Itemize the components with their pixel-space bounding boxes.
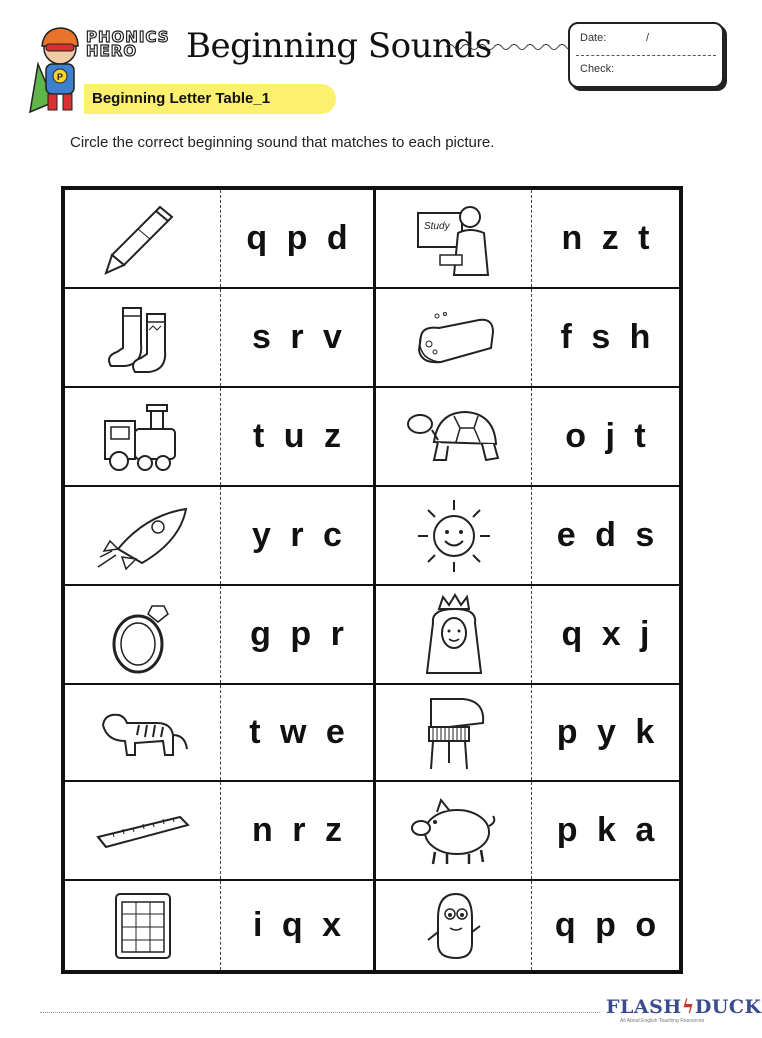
table-row [376,485,679,584]
picture-cell [376,782,532,879]
right-column [376,190,679,970]
letter-choices[interactable]: n z t [561,219,650,257]
picture-cell [376,289,532,386]
date-label: Date: [580,32,607,44]
letter-choices[interactable]: q p d [246,219,348,257]
letter-choices[interactable]: y r c [252,516,342,554]
subtitle-banner [84,84,336,114]
piano-icon [419,693,489,773]
letter-choices[interactable]: q x j [561,615,650,653]
date-separator: / [646,32,650,44]
letter-choices[interactable]: f s h [560,318,651,356]
pencil-icon [98,199,188,279]
table-row [65,190,373,287]
table-row [376,190,679,287]
pig-icon [407,796,501,866]
letter-choices[interactable]: o j t [565,417,646,455]
turtle-icon [404,402,504,472]
teacher-icon [414,199,494,279]
letter-choices[interactable]: i q x [252,906,342,944]
letter-choices[interactable]: p y k [556,713,655,751]
picture-cell [65,487,221,584]
picture-cell [376,190,532,287]
picture-cell [65,782,221,879]
date-divider [576,55,716,56]
footer-brand-part1: FLASH [606,996,682,1018]
queen-icon [419,593,489,677]
table-row [65,386,373,485]
worksheet-table [61,186,683,974]
bingo-card-icon [112,890,174,962]
table-row [65,584,373,683]
letter-choices[interactable]: e d s [556,516,655,554]
alien-icon [424,888,484,964]
table-row [376,287,679,386]
picture-cell [65,586,221,683]
table-row [376,780,679,879]
letter-choices[interactable]: g p r [250,615,344,653]
letter-choices[interactable]: p k a [556,811,655,849]
picture-cell [65,190,221,287]
table-row [376,879,679,970]
footer-divider [40,1012,600,1013]
table-row [65,287,373,386]
train-icon [101,399,185,475]
letter-choices[interactable]: t u z [253,417,341,455]
tiger-icon [95,705,191,761]
socks-icon [103,300,183,376]
rocket-icon [96,501,190,571]
picture-cell [376,586,532,683]
picture-cell [376,881,532,970]
brand-line-2: HERO [86,42,138,60]
letter-choices[interactable]: q p o [554,906,657,944]
sun-icon [414,496,494,576]
table-row [65,879,373,970]
letter-choices[interactable]: n r z [252,811,342,849]
superhero-mascot-icon [28,24,92,116]
left-column [65,190,373,970]
table-row [376,584,679,683]
instruction-text: Circle the correct beginning sound that matches to each picture. [70,134,495,151]
picture-cell [376,388,532,485]
picture-cell [65,685,221,780]
date-check-box [568,22,724,88]
subtitle-text: Beginning Letter Table_1 [92,90,271,107]
bread-icon [411,306,497,370]
picture-cell [65,289,221,386]
picture-cell [65,881,221,970]
table-row [65,485,373,584]
picture-cell [376,487,532,584]
footer-tagline: All About English Teaching Resources [620,1018,705,1024]
letter-choices[interactable]: t w e [249,713,345,751]
letter-choices[interactable]: s r v [252,318,342,356]
picture-cell [65,388,221,485]
table-row [65,683,373,780]
picture-cell [376,685,532,780]
footer-brand [606,996,762,1018]
table-row [376,386,679,485]
table-row [376,683,679,780]
brand-line-1: PHONICS [86,28,170,46]
squiggle-divider-icon [446,40,572,54]
page-title: Beginning Sounds [186,26,492,66]
brand-logo [86,30,170,58]
ruler-icon [94,809,192,853]
lightning-icon: ϟ [681,996,695,1018]
ring-icon [108,594,178,676]
svg-text:P: P [57,72,64,82]
footer-brand-part2: DUCK [694,996,762,1018]
check-label: Check: [580,63,615,75]
study-sign-text: Study [423,220,450,232]
table-row [65,780,373,879]
